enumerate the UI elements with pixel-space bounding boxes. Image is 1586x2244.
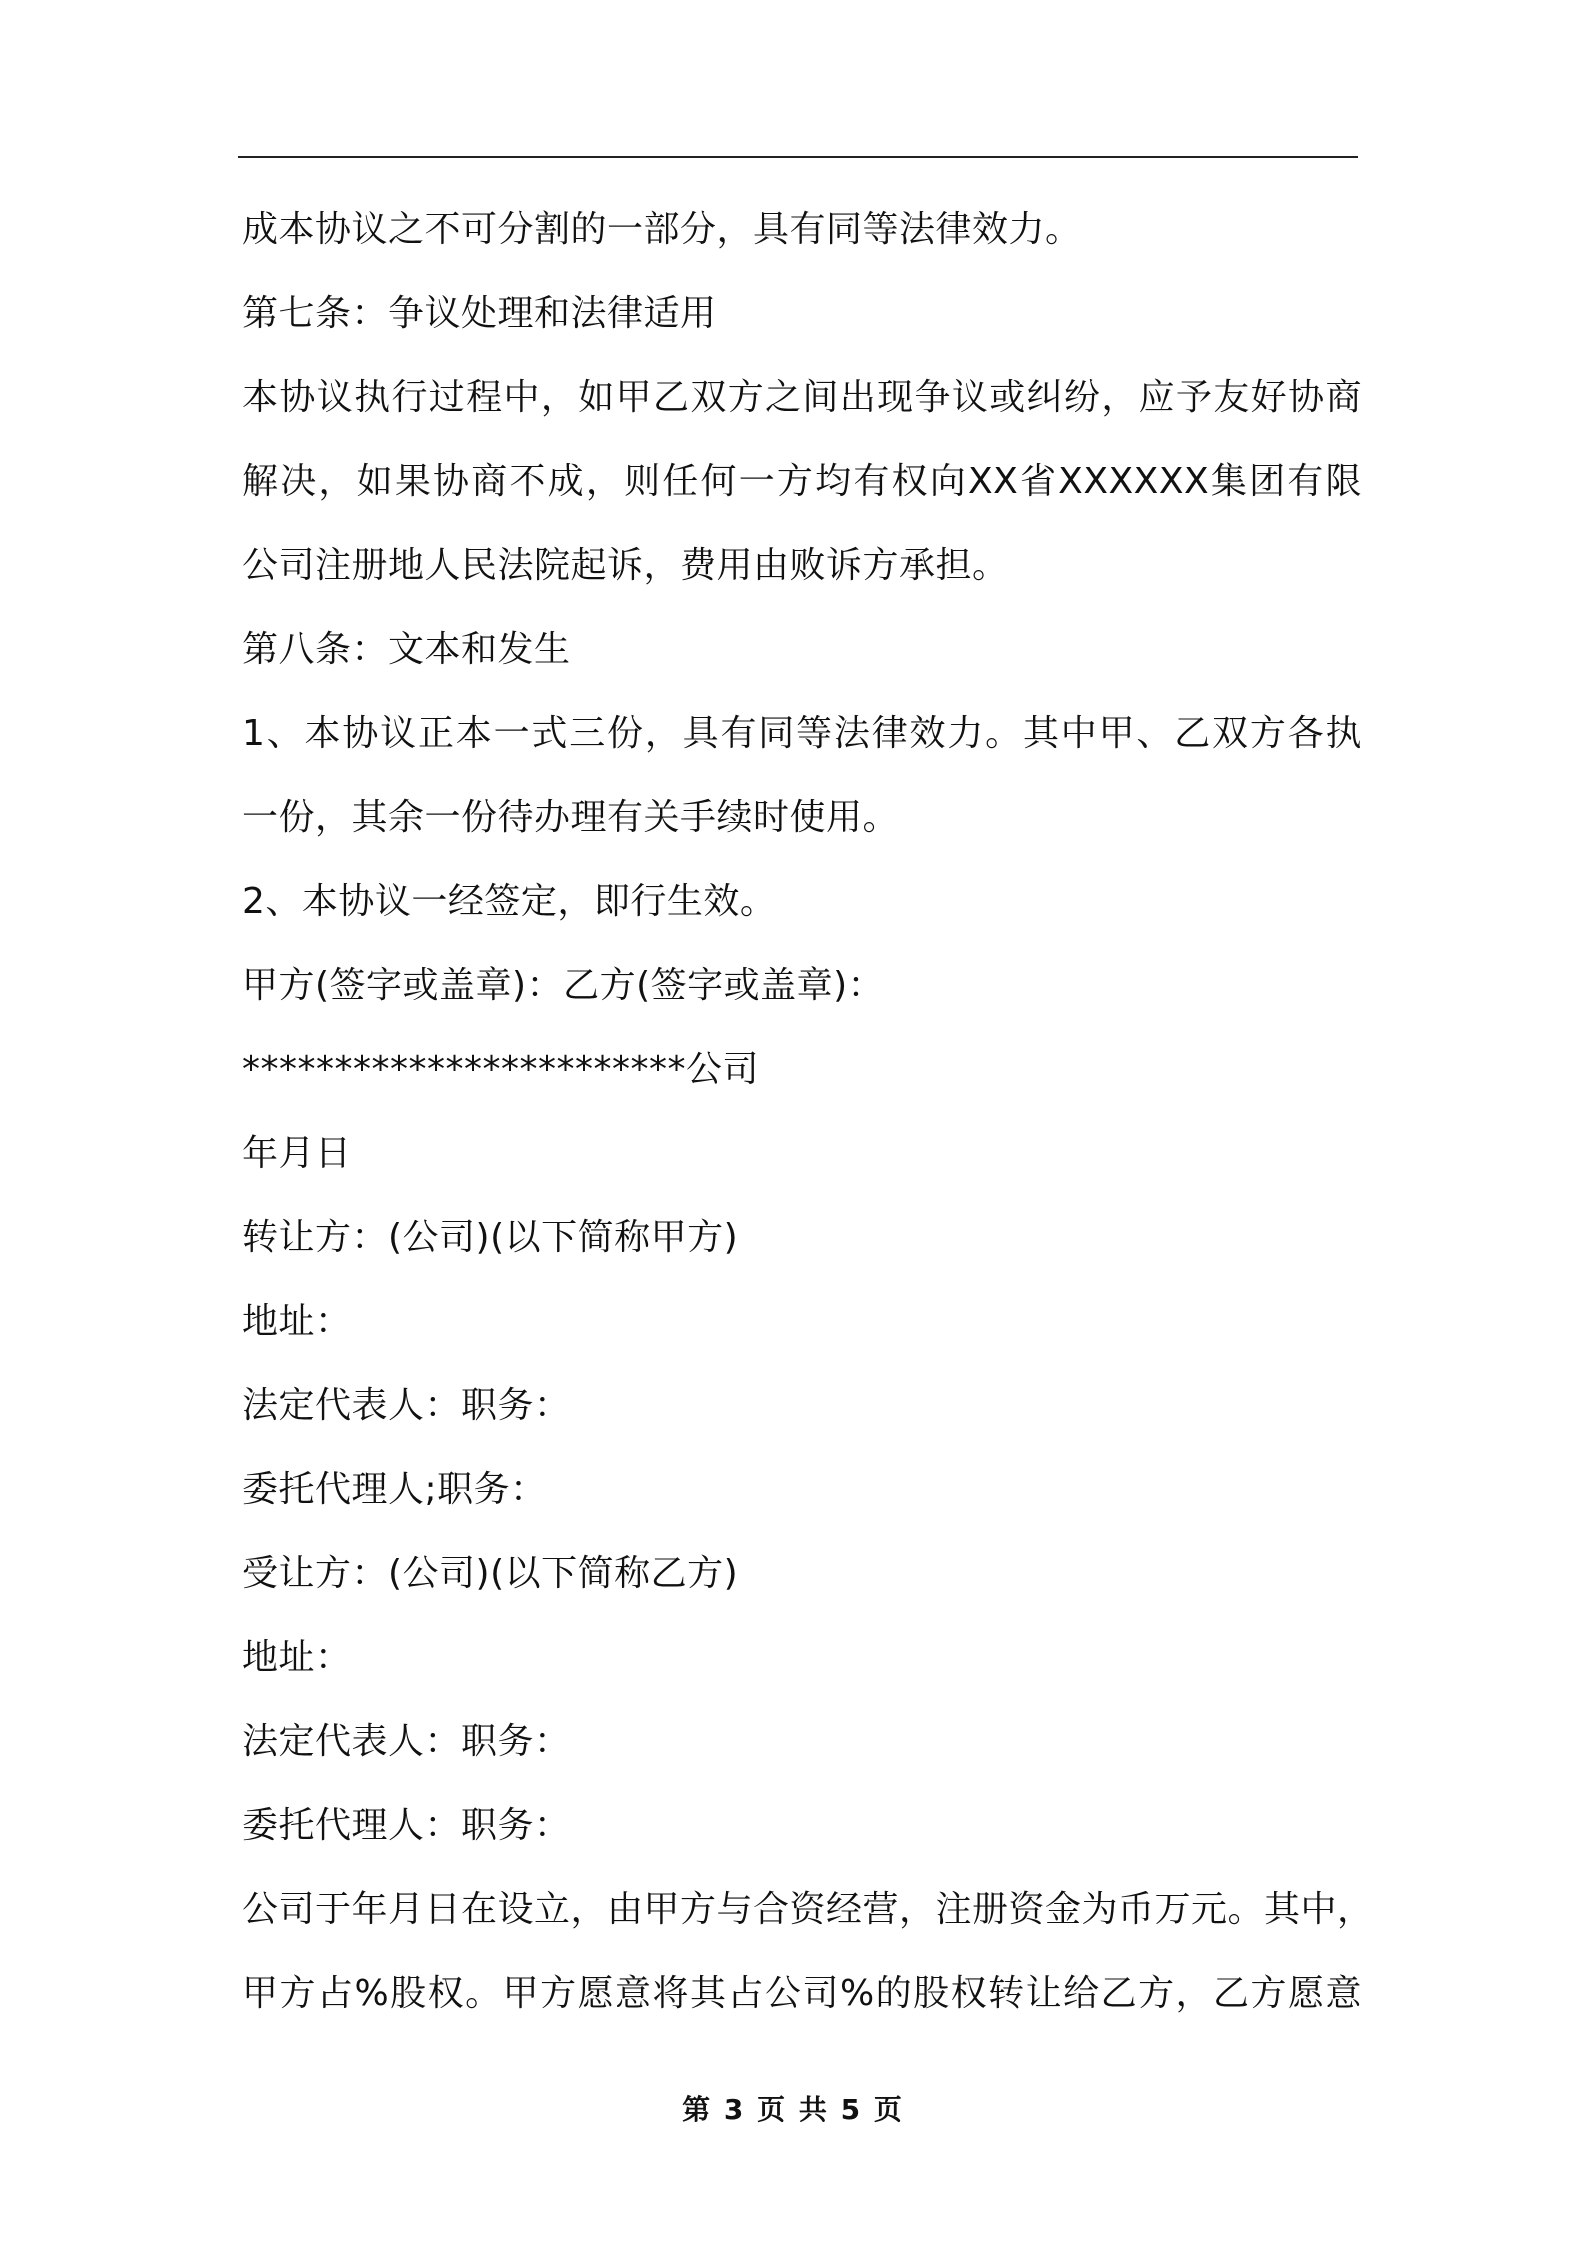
transferee-line: 受让方：(公司)(以下简称乙方) xyxy=(242,1553,739,1594)
page-number: 第 3 页 共 5 页 xyxy=(682,2093,904,2126)
body-line: 公司注册地人民法院起诉，费用由败诉方承担。 xyxy=(242,545,1009,586)
legal-rep-line: 法定代表人：职务： xyxy=(242,1385,571,1426)
header-rule xyxy=(238,156,1358,158)
body-line: 公司于年月日在设立，由甲方与合资经营，注册资金为币万元。其中， xyxy=(242,1889,1374,1930)
body-line: 一份，其余一份待办理有关手续时使用。 xyxy=(242,797,900,838)
agent-line: 委托代理人;职务： xyxy=(242,1469,547,1510)
body-line: 成本协议之不可分割的一部分，具有同等法律效力。 xyxy=(242,209,1082,250)
agent-line: 委托代理人：职务： xyxy=(242,1805,571,1846)
body-line: 本协议执行过程中，如甲乙双方之间出现争议或纠纷，应予友好协商 xyxy=(242,377,1362,418)
signature-line: 甲方(签字或盖章)：乙方(签字或盖章)： xyxy=(242,965,885,1006)
company-line: ************************公司 xyxy=(242,1049,759,1090)
body-line: 2、本协议一经签定，即行生效。 xyxy=(242,881,777,922)
date-line: 年月日 xyxy=(242,1133,352,1174)
transferor-line: 转让方：(公司)(以下简称甲方) xyxy=(242,1217,739,1258)
section-heading-article-8: 第八条：文本和发生 xyxy=(242,629,571,670)
body-line: 甲方占%股权。甲方愿意将其占公司%的股权转让给乙方，乙方愿意 xyxy=(242,1973,1362,2014)
address-line: 地址： xyxy=(242,1637,352,1678)
address-line: 地址： xyxy=(242,1301,352,1342)
legal-rep-line: 法定代表人：职务： xyxy=(242,1721,571,1762)
section-heading-article-7: 第七条：争议处理和法律适用 xyxy=(242,293,717,334)
document-body xyxy=(242,196,1374,2044)
body-line: 解决，如果协商不成，则任何一方均有权向XX省XXXXXX集团有限 xyxy=(242,461,1362,502)
body-line: 1、本协议正本一式三份，具有同等法律效力。其中甲、乙双方各执 xyxy=(242,713,1362,754)
